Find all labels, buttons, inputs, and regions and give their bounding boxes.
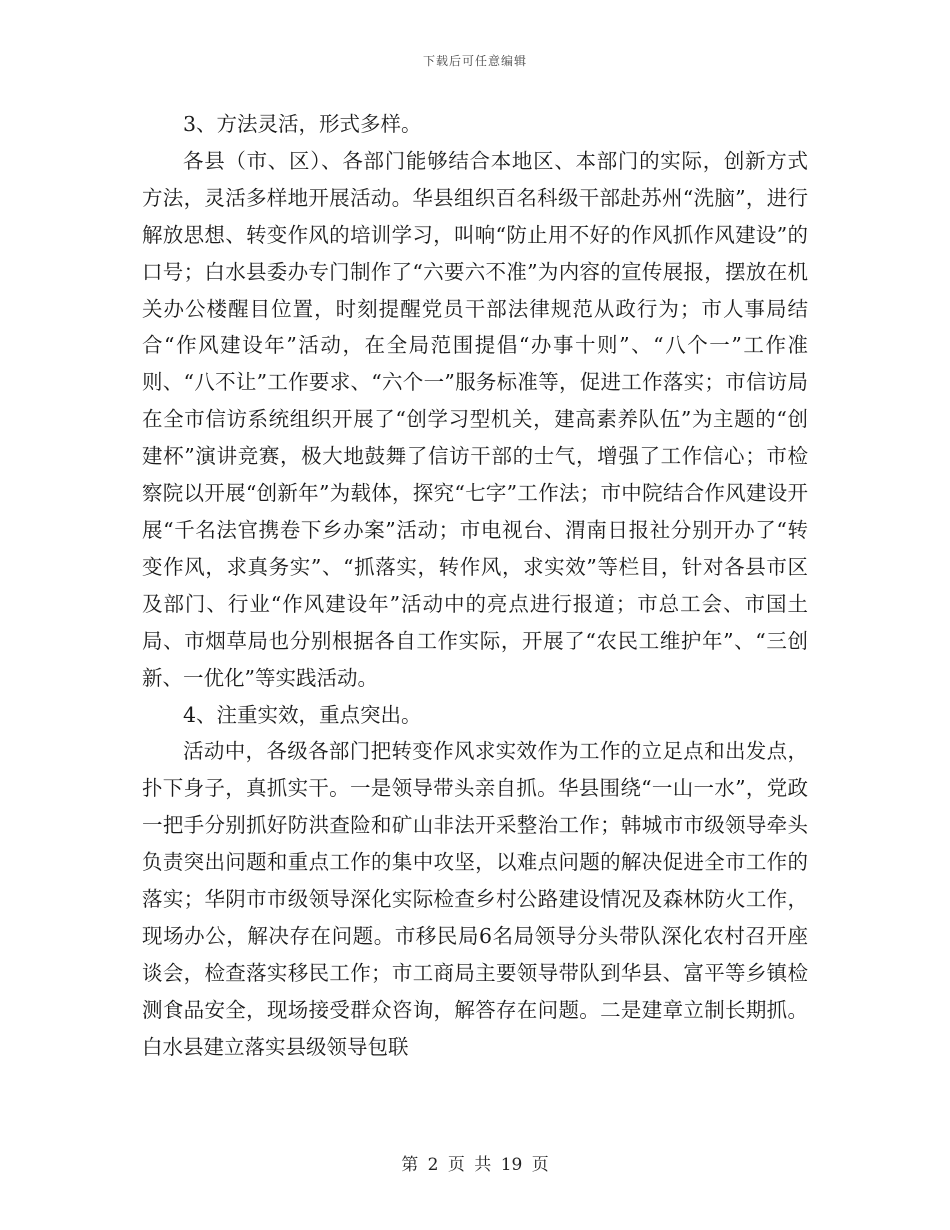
- body-paragraph: 活动中，各级各部门把转变作风求实效作为工作的立足点和出发点，扑下身子，真抓实干。一是领导带头亲自抓。华县围绕“一山一水”，党政一把手分别抓好防洪查险和矿山非法开采整治工作；韩城市市级领导牵头负责突出问题和重点工作的集中攻坚，以难点问题的解决促进全市工作的落实；华阴市市级领导深化实际检查乡村公路建设情况及森林防火工作，现场办公，解决存在问题。市移民局6名局领导分头带队深化农村召开座谈会，检查落实移民工作；市工商局主要领导带队到华县、富平等乡镇检测食品安全，现场接受群众咨询，解答存在问题。二是建章立制长期抓。白水县建立落实县级领导包联: [142, 739, 808, 1059]
- page-header-note: 下载后可任意编辑: [422, 54, 527, 68]
- section-heading-4: 4、注重实效，重点突出。: [183, 702, 422, 727]
- body-paragraph: 各县（市、区）、各部门能够结合本地区、本部门的实际，创新方式方法，灵活多样地开展活动。华县组织百名科级干部赴苏州“洗脑”，进行解放思想、转变作风的培训学习，叫响“防止用不好的作风抓作风建设”的口号；白水县委办专门制作了“六要六不准”为内容的宣传展报，摆放在机关办公楼醒目位置，时刻提醒党员干部法律规范从政行为；市人事局结合“作风建设年”活动，在全局范围提倡“办事十则”、“八个一”工作准则、“八不让”工作要求、“六个一”服务标准等，促进工作落实；市信访局在全市信访系统组织开展了“创学习型机关，建高素养队伍”为主题的“创建杯”演讲竞赛，极大地鼓舞了信访干部的士气，增强了工作信心；市检察院以开展“创新年”为载体，探究“七字”工作法；市中院结合作风建设开展“千名法官携卷下乡办案”活动；市电视台、渭南日报社分别开办了“转变作风，求真务实”、“抓落实，转作风，求实效”等栏目，针对各县市区及部门、行业“作风建设年”活动中的亮点进行报道；市总工会、市国土局、市烟草局也分别根据各自工作实际，开展了“农民工维护年”、“三创新、一优化”等实践活动。: [142, 148, 808, 690]
- section-heading-3: 3、方法灵活，形式多样。: [183, 112, 422, 136]
- page-number-footer: 第 2 页 共 19 页: [401, 1155, 549, 1175]
- document-body: [142, 106, 808, 1066]
